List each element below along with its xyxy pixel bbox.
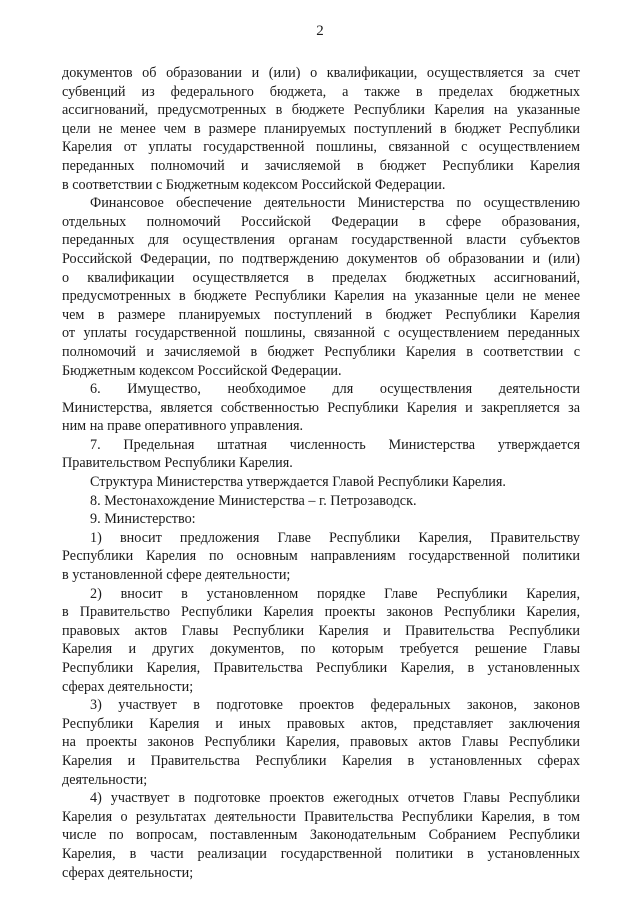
text-line: 2) вносит в установленном порядке Главе Республики Карелия, — [90, 585, 580, 602]
text-line: полномочий и зачисляемой в бюджет Республики Карелия в соответствии с — [62, 343, 580, 360]
text-line: правовых актов Главы Республики Карелия и Правительства Республики — [62, 622, 580, 639]
text-line: Бюджетным кодексом Российской Федерации. — [62, 362, 342, 379]
text-line: Республики Карелия по основным направлениям государственной политики — [62, 548, 580, 565]
paragraph-financing — [62, 194, 580, 380]
text-line: в Правительство Республики Карелия проекты законов Республики Карелия, — [62, 604, 580, 621]
text-line: ним на праве оперативного управления. — [62, 418, 304, 435]
text-line: отдельных полномочий Российской Федерации в сфере образования, — [62, 213, 580, 230]
text-line: цели не менее чем в размере планируемых поступлений в бюджет Республики — [62, 120, 580, 137]
paragraph-item-9-4 — [62, 789, 580, 882]
text-line: о квалификации осуществляется в пределах бюджетных ассигнований, — [62, 269, 580, 286]
text-line: Министерства, является собственностью Республики Карелия и закрепляется за — [62, 399, 580, 416]
text-line: Российской Федерации, по подтверждению документов об образовании и (или) — [62, 250, 580, 267]
text-line: чем в размере планируемых поступлений в бюджет Республики Карелия — [62, 306, 580, 323]
paragraph-item-8 — [62, 492, 580, 511]
text-line: Республики Карелия, Правительства Республики Карелия, в установленных — [62, 660, 580, 676]
text-line: ассигнований, предусмотренных в бюджете Республики Карелия на указанные — [62, 102, 580, 119]
text-line: 9. Министерство: — [90, 511, 196, 528]
paragraph-structure — [62, 473, 580, 492]
document-body — [62, 64, 580, 882]
text-line: 4) участвует в подготовке проектов ежегодных отчетов Главы Республики — [90, 790, 580, 807]
text-line: переданных для осуществления органам государственной власти субъектов — [62, 232, 580, 249]
text-line: Карелия, в части реализации государственной политики в установленных — [62, 845, 580, 862]
text-line: числе по вопросам, поставленным Законодательным Собранием Республики — [62, 827, 580, 844]
text-line: предусмотренных в бюджете Республики Карелия на указанные цели не менее — [62, 288, 580, 305]
paragraph-item-9-2 — [62, 585, 580, 697]
text-line: в соответствии с Бюджетным кодексом Российской Федерации. — [62, 176, 446, 193]
text-line: на проекты законов Республики Карелия, правовых актов Главы Республики — [62, 734, 580, 751]
paragraph-item-9-1 — [62, 529, 580, 585]
text-line: 1) вносит предложения Главе Республики Карелия, Правительству — [90, 529, 580, 546]
text-line: Правительством Республики Карелия. — [62, 455, 293, 472]
text-line: 7. Предельная штатная численность Министерства утверждается — [90, 436, 580, 453]
text-line: 6. Имущество, необходимое для осуществления деятельности — [90, 381, 580, 398]
text-line: Карелия и Правительства Республики Карелия в установленных сферах — [62, 752, 580, 769]
paragraph-item-7 — [62, 436, 580, 473]
text-line: Финансовое обеспечение деятельности Министерства по осуществлению — [90, 195, 580, 212]
text-line: 8. Местонахождение Министерства – г. Петрозаводск. — [90, 492, 417, 509]
text-line: от уплаты государственной пошлины, связанной с осуществлением переданных — [62, 325, 580, 342]
text-line: сферах деятельности; — [62, 864, 194, 881]
paragraph-item-6 — [62, 380, 580, 436]
text-line: сферах деятельности; — [62, 678, 194, 695]
text-line: субвенций из федерального бюджета, а также в пределах бюджетных — [62, 83, 580, 100]
text-line: в установленной сфере деятельности; — [62, 567, 291, 584]
text-line: Структура Министерства утверждается Главой Республики Карелия. — [90, 474, 506, 491]
paragraph-item-9-3 — [62, 696, 580, 789]
text-line: Карелия и других документов, по которым требуется решение Главы — [62, 641, 580, 658]
text-line: 3) участвует в подготовке проектов федеральных законов, законов — [90, 697, 580, 714]
paragraph-continued — [62, 64, 580, 194]
text-line: переданных полномочий и зачисляемой в бюджет Республики Карелия — [62, 157, 580, 174]
page-number: 2 — [316, 23, 324, 39]
text-line: Карелия о результатах деятельности Правительства Республики Карелия, в том — [62, 808, 580, 825]
text-line: Карелия от уплаты государственной пошлины, связанной с осуществлением — [62, 139, 580, 156]
text-line: деятельности; — [62, 771, 148, 788]
text-line: документов об образовании и (или) о квалификации, осуществляется за счет — [62, 65, 580, 81]
text-line: Республики Карелия и иных правовых актов, представляет заключения — [62, 715, 580, 732]
paragraph-item-9 — [62, 510, 580, 529]
